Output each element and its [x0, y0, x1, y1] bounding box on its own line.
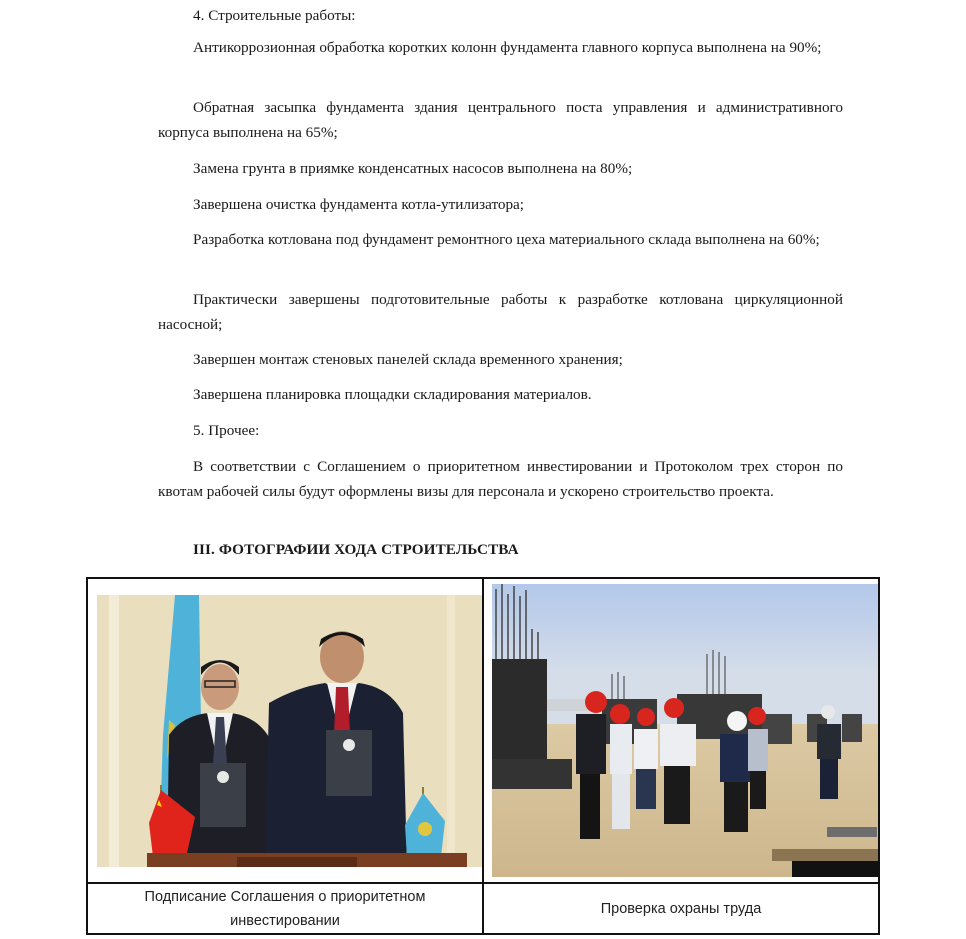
photo-table: [86, 577, 880, 935]
signing-ceremony-photo: [97, 595, 482, 867]
caption-signing: Подписание Соглашения о приоритетном инвестировании: [87, 883, 483, 934]
photo-cell-right: [483, 578, 879, 883]
paragraph-other-heading: 5. Прочее:: [193, 422, 260, 439]
photo-cell-left: [87, 578, 483, 883]
signing-ceremony-illustration: [97, 595, 482, 867]
paragraph-construction-heading: 4. Строительные работы:: [193, 7, 356, 24]
paragraph-soil-replacement: Замена грунта в приямке конденсатных насосов выполнена на 80%;: [193, 160, 633, 177]
paragraph-site-leveling: Завершена планировка площадки складирования материалов.: [193, 386, 592, 403]
paragraph-wall-panels: Завершен монтаж стеновых панелей склада временного хранения;: [193, 351, 623, 368]
paragraph-pump-prep: Практически завершены подготовительные работы к разработке котлована циркуляционной насосной;: [158, 291, 843, 333]
construction-site-inspection-photo: [492, 584, 878, 877]
paragraph-boiler-cleanup: Завершена очистка фундамента котла-утилизатора;: [193, 196, 525, 213]
paragraph-backfill: Обратная засыпка фундамента здания центрального поста управления и административного корпуса выполнена на 65%;: [158, 99, 843, 141]
paragraph-agreement: В соответствии с Соглашением о приоритетном инвестировании и Протоколом трех сторон по квотам рабочей силы будут оформлены визы для персонала и ускорено строительство проекта.: [158, 458, 843, 500]
paragraph-anticorrosion: Антикоррозионная обработка коротких колонн фундамента главного корпуса выполнена на 90%;: [193, 39, 822, 56]
caption-safety-inspection: Проверка охраны труда: [483, 883, 879, 934]
section-title: III. ФОТОГРАФИИ ХОДА СТРОИТЕЛЬСТВА: [193, 541, 519, 558]
construction-site-illustration: [492, 584, 878, 877]
paragraph-excavation: Разработка котлована под фундамент ремонтного цеха материального склада выполнена на 60%;: [193, 231, 820, 248]
